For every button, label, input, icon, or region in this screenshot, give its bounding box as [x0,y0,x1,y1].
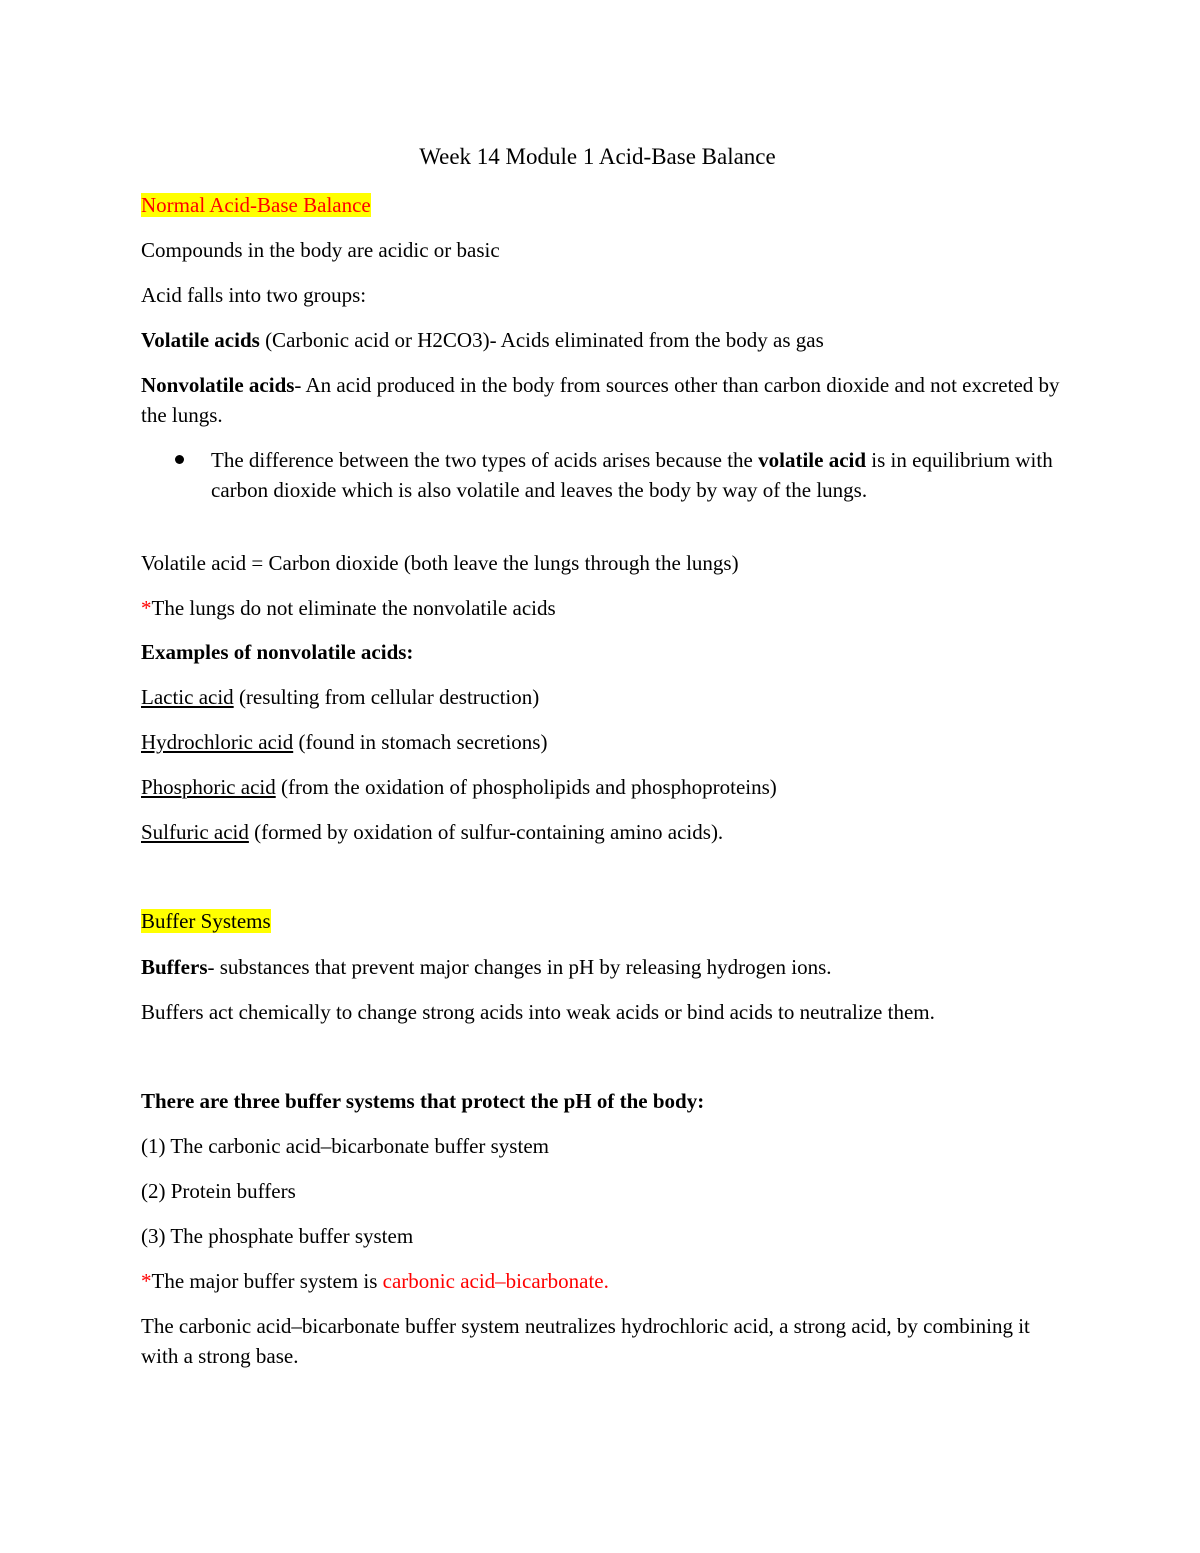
term-volatile-acids: Volatile acids [141,328,260,352]
bullet-text-end: is in equilibrium with carbon dioxide which is also volatile and leaves the body by way of the lungs. [211,448,1053,502]
note-lungs [141,593,556,623]
bullet-term-volatile-acid: volatile acid [758,448,867,472]
term-buffers: Buffers [141,955,208,979]
asterisk-marker: * [141,596,152,620]
note-text: The major buffer system is [151,1269,383,1293]
examples-heading: Examples of nonvolatile acids: [141,640,414,664]
page-title: Week 14 Module 1 Acid-Base Balance [419,144,776,169]
example-name: Phosphoric acid [141,775,276,799]
paragraph-acid-groups: Acid falls into two groups: [141,283,367,307]
systems-heading: There are three buffer systems that protect the pH of the body: [141,1089,705,1113]
example-desc: (from the oxidation of phospholipids and phosphoproteins) [275,775,777,799]
bullet-icon [175,455,184,464]
paragraph-buffers-definition [141,952,832,982]
example-item [141,817,723,847]
definition-buffers: - substances that prevent major changes in pH by releasing hydrogen ions. [207,955,832,979]
asterisk-marker: * [141,1269,152,1293]
highlighted-heading: Normal Acid-Base Balance [141,193,371,217]
bullet-text-start: The difference between the two types of acids arises because the [211,448,759,472]
paragraph-nonvolatile-acids [141,370,1071,430]
example-desc: (formed by oxidation of sulfur-containing amino acids). [248,820,724,844]
example-item [141,727,547,757]
note-text: The lungs do not eliminate the nonvolatile acids [151,596,556,620]
section-heading-normal-acid-base [141,190,371,220]
paragraph-compounds: Compounds in the body are acidic or basic [141,238,500,262]
example-desc: (found in stomach secretions) [293,730,548,754]
example-name: Hydrochloric acid [141,730,294,754]
list-item: (1) The carbonic acid–bicarbonate buffer system [141,1134,549,1158]
paragraph-buffers-act: Buffers act chemically to change strong acids into weak acids or bind acids to neutralize them. [141,1000,935,1024]
example-name: Sulfuric acid [141,820,249,844]
example-item [141,772,777,802]
section-heading-buffer-systems [141,906,271,936]
highlighted-heading: Buffer Systems [141,909,271,933]
paragraph-volatile-acids [141,325,824,355]
highlighted-term: carbonic acid–bicarbonate. [382,1269,609,1293]
example-item [141,682,539,712]
example-desc: (resulting from cellular destruction) [233,685,540,709]
term-nonvolatile-acids: Nonvolatile acids [141,373,295,397]
list-item: (2) Protein buffers [141,1179,296,1203]
paragraph-neutralizes: The carbonic acid–bicarbonate buffer system neutralizes hydrochloric acid, a strong acid, by combining it with a strong base. [141,1314,1030,1368]
paragraph-volatile-equals-co2: Volatile acid = Carbon dioxide (both leave the lungs through the lungs) [141,551,739,575]
definition-volatile-acids: (Carbonic acid or H2CO3)- Acids eliminated from the body as gas [259,328,824,352]
definition-nonvolatile-acids: - An acid produced in the body from sources other than carbon dioxide and not excreted by the lungs. [141,373,1060,427]
note-major-buffer [141,1266,609,1296]
example-name: Lactic acid [141,685,234,709]
list-item: (3) The phosphate buffer system [141,1224,414,1248]
bullet-item-difference [211,445,1071,505]
